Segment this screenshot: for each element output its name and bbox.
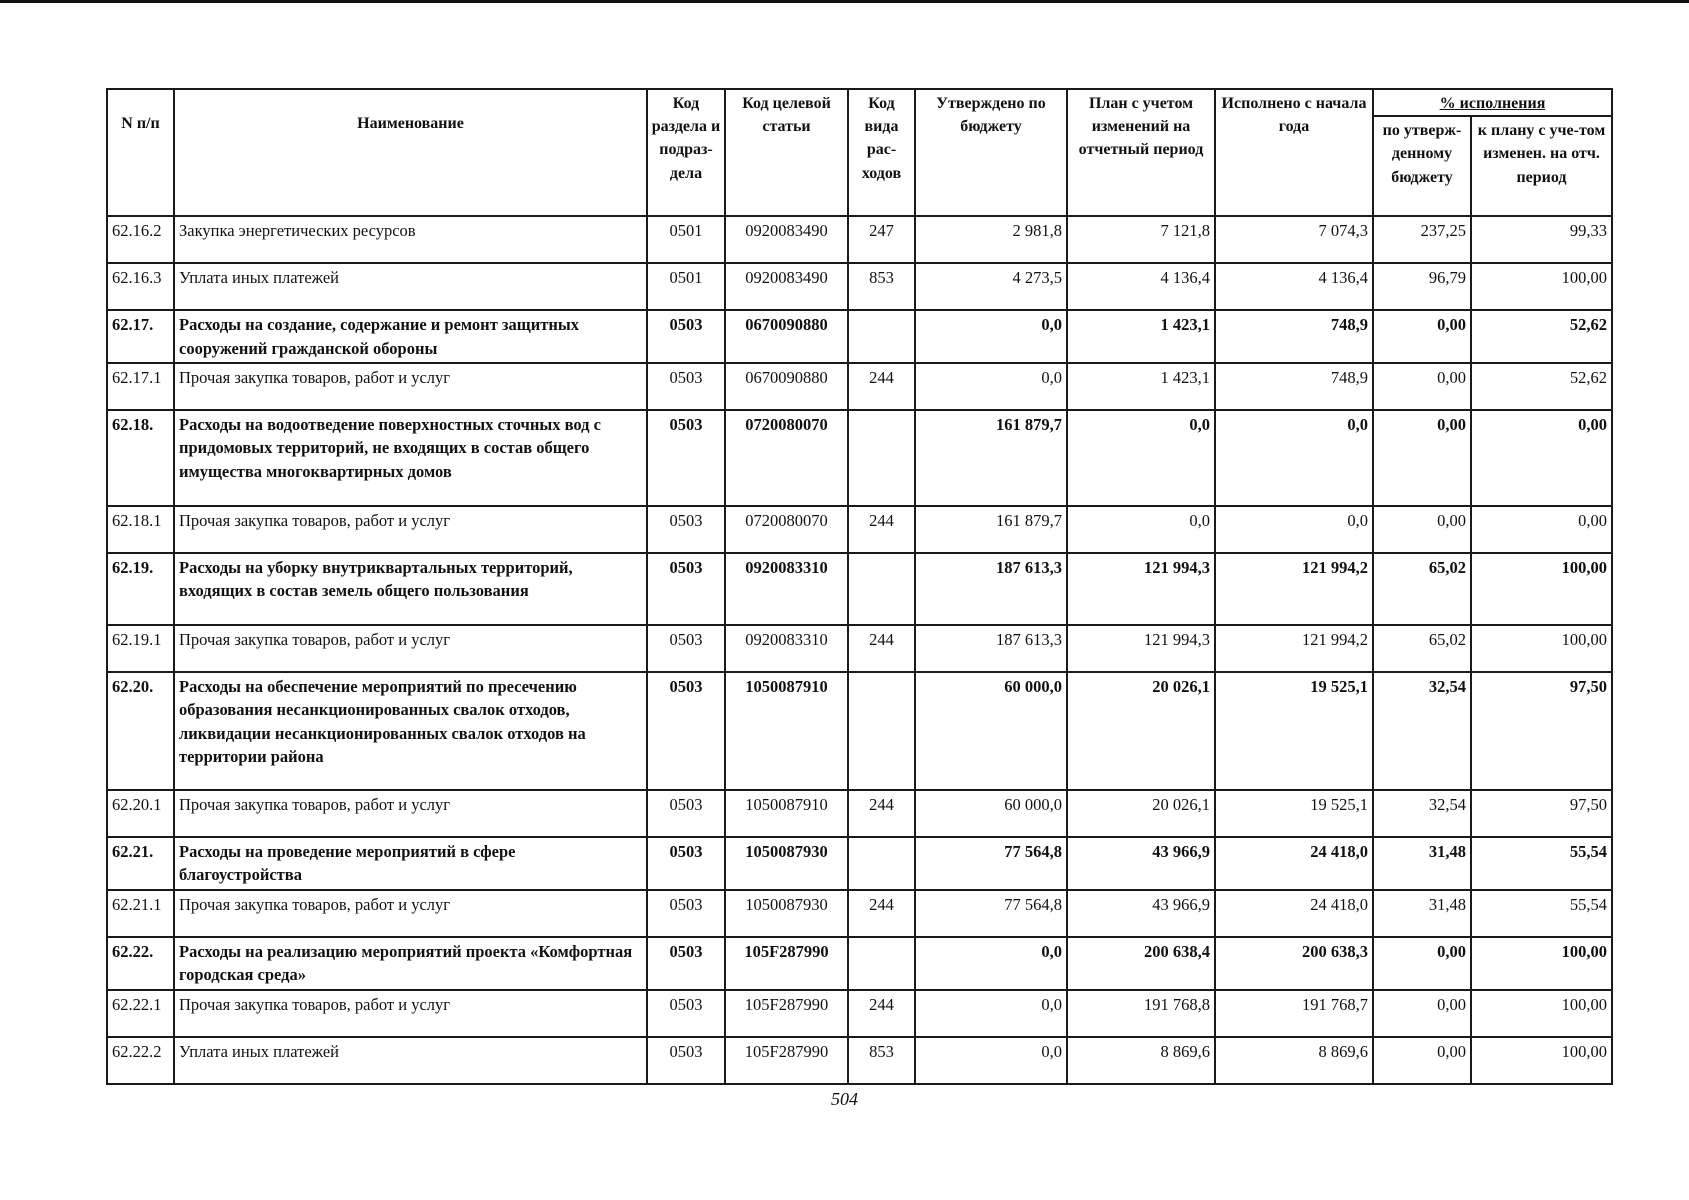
row-number: 62.17. — [107, 310, 174, 363]
row-target-code: 0720080070 — [725, 410, 848, 506]
row-name: Прочая закупка товаров, работ и услуг — [174, 506, 647, 553]
row-percent-budget: 65,02 — [1373, 553, 1471, 625]
row-plan: 43 966,9 — [1067, 890, 1215, 937]
row-approved: 0,0 — [915, 310, 1067, 363]
row-section-code: 0503 — [647, 363, 725, 410]
row-expense-type-code: 244 — [848, 990, 915, 1037]
row-percent-budget: 0,00 — [1373, 1037, 1471, 1084]
row-plan: 7 121,8 — [1067, 216, 1215, 263]
row-name: Уплата иных платежей — [174, 263, 647, 310]
header-approved: Утверждено по бюджету — [915, 89, 1067, 216]
table-body — [107, 216, 1612, 1084]
row-expense-type-code — [848, 310, 915, 363]
table-row — [107, 1037, 1612, 1084]
table-row — [107, 937, 1612, 990]
row-executed: 0,0 — [1215, 410, 1373, 506]
row-percent-budget: 96,79 — [1373, 263, 1471, 310]
row-percent-budget: 65,02 — [1373, 625, 1471, 672]
row-name: Уплата иных платежей — [174, 1037, 647, 1084]
row-name: Расходы на проведение мероприятий в сфере благоустройства — [174, 837, 647, 890]
row-section-code: 0501 — [647, 263, 725, 310]
row-section-code: 0503 — [647, 1037, 725, 1084]
row-name: Расходы на обеспечение мероприятий по пресечению образования несанкционированных свалок отходов, ликвидации несанкционированных свалок отходов на территории района — [174, 672, 647, 790]
row-number: 62.16.2 — [107, 216, 174, 263]
row-percent-plan: 0,00 — [1471, 410, 1612, 506]
row-target-code: 0920083310 — [725, 553, 848, 625]
row-approved: 0,0 — [915, 937, 1067, 990]
header-section-code: Код раздела и подраз-дела — [647, 89, 725, 216]
row-percent-plan: 55,54 — [1471, 890, 1612, 937]
row-number: 62.19. — [107, 553, 174, 625]
row-percent-plan: 100,00 — [1471, 553, 1612, 625]
row-percent-budget: 0,00 — [1373, 410, 1471, 506]
row-percent-plan: 100,00 — [1471, 263, 1612, 310]
row-name: Закупка энергетических ресурсов — [174, 216, 647, 263]
header-target-code: Код целевой статьи — [725, 89, 848, 216]
row-executed: 748,9 — [1215, 363, 1373, 410]
table-row — [107, 672, 1612, 790]
row-percent-plan: 97,50 — [1471, 790, 1612, 837]
row-plan: 191 768,8 — [1067, 990, 1215, 1037]
row-number: 62.22.1 — [107, 990, 174, 1037]
row-section-code: 0503 — [647, 410, 725, 506]
row-executed: 24 418,0 — [1215, 837, 1373, 890]
row-percent-plan: 0,00 — [1471, 506, 1612, 553]
row-percent-plan: 99,33 — [1471, 216, 1612, 263]
row-section-code: 0503 — [647, 990, 725, 1037]
row-plan: 43 966,9 — [1067, 837, 1215, 890]
row-target-code: 1050087930 — [725, 890, 848, 937]
row-approved: 77 564,8 — [915, 837, 1067, 890]
row-approved: 161 879,7 — [915, 410, 1067, 506]
row-expense-type-code — [848, 837, 915, 890]
row-percent-budget: 0,00 — [1373, 990, 1471, 1037]
row-number: 62.16.3 — [107, 263, 174, 310]
row-plan: 121 994,3 — [1067, 625, 1215, 672]
row-executed: 748,9 — [1215, 310, 1373, 363]
row-section-code: 0503 — [647, 310, 725, 363]
row-executed: 0,0 — [1215, 506, 1373, 553]
row-target-code: 0920083310 — [725, 625, 848, 672]
table-row — [107, 890, 1612, 937]
table-row — [107, 990, 1612, 1037]
row-percent-plan: 97,50 — [1471, 672, 1612, 790]
row-expense-type-code — [848, 672, 915, 790]
row-percent-plan: 55,54 — [1471, 837, 1612, 890]
row-section-code: 0503 — [647, 837, 725, 890]
row-name: Расходы на создание, содержание и ремонт защитных сооружений гражданской обороны — [174, 310, 647, 363]
row-approved: 4 273,5 — [915, 263, 1067, 310]
table-row — [107, 553, 1612, 625]
row-target-code: 1050087910 — [725, 672, 848, 790]
row-number: 62.18.1 — [107, 506, 174, 553]
row-approved: 0,0 — [915, 990, 1067, 1037]
row-plan: 20 026,1 — [1067, 672, 1215, 790]
header-plan: План с учетом изменений на отчетный период — [1067, 89, 1215, 216]
row-executed: 200 638,3 — [1215, 937, 1373, 990]
row-number: 62.20. — [107, 672, 174, 790]
row-executed: 19 525,1 — [1215, 672, 1373, 790]
row-number: 62.22. — [107, 937, 174, 990]
row-number: 62.17.1 — [107, 363, 174, 410]
row-name: Прочая закупка товаров, работ и услуг — [174, 363, 647, 410]
row-number: 62.18. — [107, 410, 174, 506]
row-section-code: 0503 — [647, 790, 725, 837]
row-plan: 0,0 — [1067, 506, 1215, 553]
row-number: 62.21.1 — [107, 890, 174, 937]
scan-top-edge — [0, 0, 1689, 3]
row-number: 62.19.1 — [107, 625, 174, 672]
row-name: Расходы на водоотведение поверхностных сточных вод с придомовых территорий, не входящих в состав общего имущества многоквартирных домов — [174, 410, 647, 506]
row-percent-plan: 100,00 — [1471, 625, 1612, 672]
row-plan: 20 026,1 — [1067, 790, 1215, 837]
row-approved: 0,0 — [915, 363, 1067, 410]
row-approved: 187 613,3 — [915, 625, 1067, 672]
row-expense-type-code: 853 — [848, 1037, 915, 1084]
row-executed: 121 994,2 — [1215, 625, 1373, 672]
header-name: Наименование — [174, 89, 647, 216]
row-executed: 4 136,4 — [1215, 263, 1373, 310]
row-percent-budget: 32,54 — [1373, 790, 1471, 837]
row-plan: 8 869,6 — [1067, 1037, 1215, 1084]
row-approved: 2 981,8 — [915, 216, 1067, 263]
row-target-code: 0720080070 — [725, 506, 848, 553]
row-expense-type-code: 247 — [848, 216, 915, 263]
table-row — [107, 216, 1612, 263]
row-percent-budget: 0,00 — [1373, 937, 1471, 990]
table-row — [107, 263, 1612, 310]
row-section-code: 0503 — [647, 553, 725, 625]
row-number: 62.21. — [107, 837, 174, 890]
header-executed: Исполнено с начала года — [1215, 89, 1373, 216]
row-approved: 60 000,0 — [915, 672, 1067, 790]
row-percent-plan: 52,62 — [1471, 363, 1612, 410]
row-number: 62.22.2 — [107, 1037, 174, 1084]
header-percent-plan: к плану с уче-том изменен. на отч. период — [1471, 116, 1612, 216]
row-percent-plan: 52,62 — [1471, 310, 1612, 363]
table-row — [107, 790, 1612, 837]
row-target-code: 1050087910 — [725, 790, 848, 837]
row-executed: 191 768,7 — [1215, 990, 1373, 1037]
row-name: Расходы на реализацию мероприятий проекта «Комфортная городская среда» — [174, 937, 647, 990]
row-plan: 0,0 — [1067, 410, 1215, 506]
table-row — [107, 410, 1612, 506]
row-name: Прочая закупка товаров, работ и услуг — [174, 990, 647, 1037]
row-target-code: 0920083490 — [725, 216, 848, 263]
row-section-code: 0503 — [647, 937, 725, 990]
row-target-code: 0920083490 — [725, 263, 848, 310]
row-target-code: 105F287990 — [725, 990, 848, 1037]
row-name: Расходы на уборку внутриквартальных территорий, входящих в состав земель общего пользования — [174, 553, 647, 625]
row-target-code: 105F287990 — [725, 1037, 848, 1084]
row-number: 62.20.1 — [107, 790, 174, 837]
row-approved: 187 613,3 — [915, 553, 1067, 625]
row-expense-type-code: 244 — [848, 506, 915, 553]
table-row — [107, 363, 1612, 410]
row-target-code: 1050087930 — [725, 837, 848, 890]
row-name: Прочая закупка товаров, работ и услуг — [174, 890, 647, 937]
row-percent-budget: 0,00 — [1373, 363, 1471, 410]
row-percent-budget: 31,48 — [1373, 890, 1471, 937]
row-expense-type-code — [848, 553, 915, 625]
row-expense-type-code: 244 — [848, 363, 915, 410]
row-target-code: 0670090880 — [725, 310, 848, 363]
row-target-code: 105F287990 — [725, 937, 848, 990]
header-percent-budget: по утверж-денному бюджету — [1373, 116, 1471, 216]
row-executed: 8 869,6 — [1215, 1037, 1373, 1084]
row-plan: 200 638,4 — [1067, 937, 1215, 990]
report-sheet — [106, 88, 1611, 1085]
row-plan: 4 136,4 — [1067, 263, 1215, 310]
row-expense-type-code: 244 — [848, 625, 915, 672]
table-row — [107, 625, 1612, 672]
row-approved: 77 564,8 — [915, 890, 1067, 937]
row-target-code: 0670090880 — [725, 363, 848, 410]
row-expense-type-code — [848, 937, 915, 990]
row-percent-plan: 100,00 — [1471, 990, 1612, 1037]
row-section-code: 0503 — [647, 890, 725, 937]
row-percent-budget: 0,00 — [1373, 506, 1471, 553]
row-section-code: 0503 — [647, 672, 725, 790]
table-row — [107, 837, 1612, 890]
row-approved: 0,0 — [915, 1037, 1067, 1084]
row-percent-budget: 31,48 — [1373, 837, 1471, 890]
header-percent-group: % исполнения — [1373, 89, 1612, 116]
row-expense-type-code: 853 — [848, 263, 915, 310]
row-name: Прочая закупка товаров, работ и услуг — [174, 625, 647, 672]
row-section-code: 0503 — [647, 625, 725, 672]
row-section-code: 0501 — [647, 216, 725, 263]
row-percent-plan: 100,00 — [1471, 1037, 1612, 1084]
table-row — [107, 310, 1612, 363]
row-name: Прочая закупка товаров, работ и услуг — [174, 790, 647, 837]
row-approved: 60 000,0 — [915, 790, 1067, 837]
row-plan: 121 994,3 — [1067, 553, 1215, 625]
row-percent-budget: 32,54 — [1373, 672, 1471, 790]
table-header — [107, 89, 1612, 216]
row-executed: 19 525,1 — [1215, 790, 1373, 837]
row-expense-type-code: 244 — [848, 790, 915, 837]
row-section-code: 0503 — [647, 506, 725, 553]
header-expense-type-code: Код вида рас-ходов — [848, 89, 915, 216]
row-percent-plan: 100,00 — [1471, 937, 1612, 990]
row-expense-type-code — [848, 410, 915, 506]
row-executed: 7 074,3 — [1215, 216, 1373, 263]
row-approved: 161 879,7 — [915, 506, 1067, 553]
row-executed: 24 418,0 — [1215, 890, 1373, 937]
table-row — [107, 506, 1612, 553]
budget-execution-table — [106, 88, 1613, 1085]
row-executed: 121 994,2 — [1215, 553, 1373, 625]
row-percent-budget: 237,25 — [1373, 216, 1471, 263]
row-expense-type-code: 244 — [848, 890, 915, 937]
row-plan: 1 423,1 — [1067, 363, 1215, 410]
row-percent-budget: 0,00 — [1373, 310, 1471, 363]
header-num: N п/п — [107, 89, 174, 216]
row-plan: 1 423,1 — [1067, 310, 1215, 363]
page-number: 504 — [831, 1089, 858, 1109]
